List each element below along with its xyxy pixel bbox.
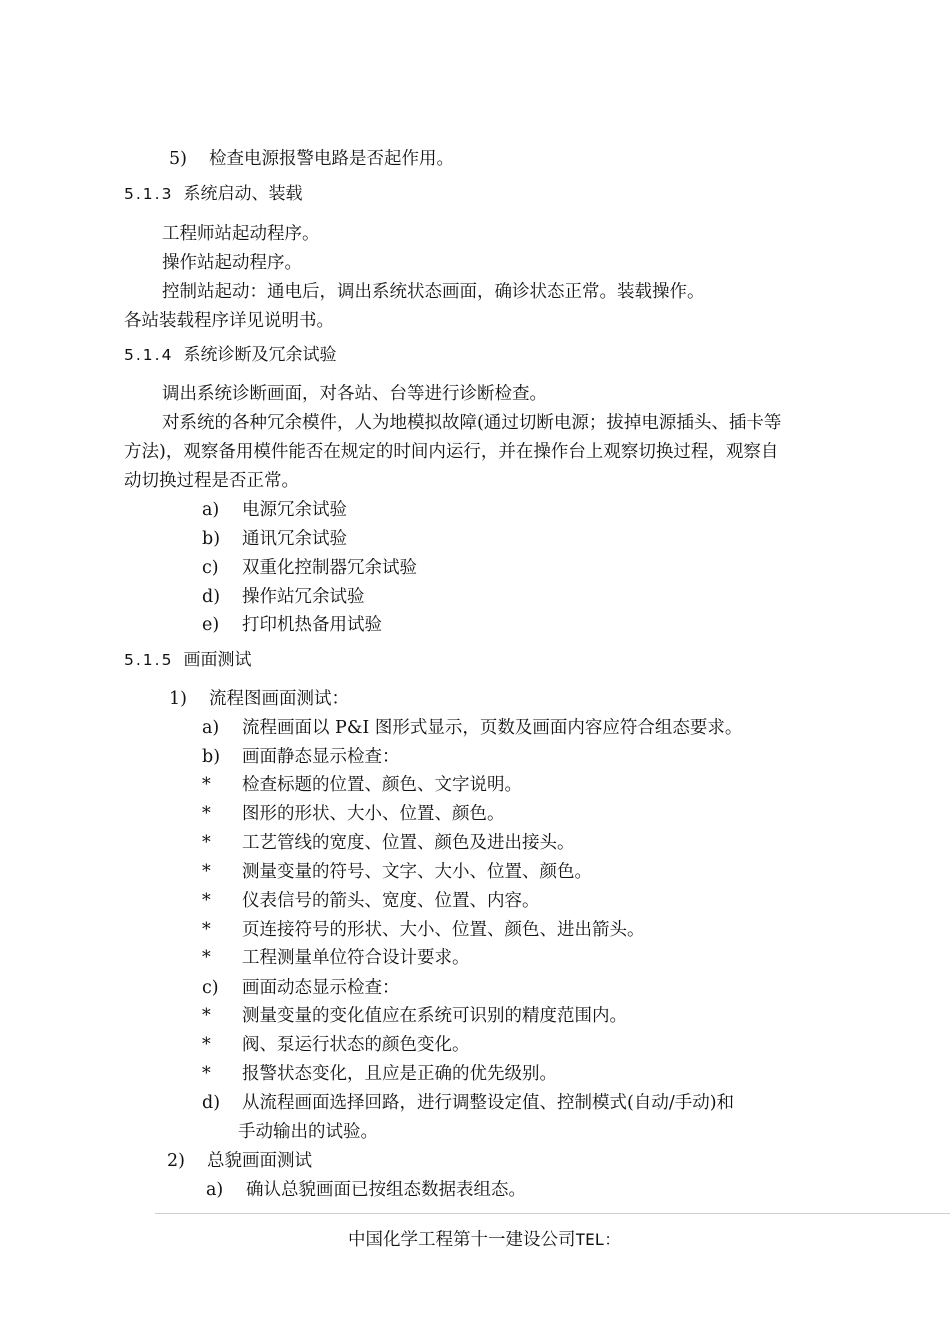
list-item	[169, 687, 349, 711]
section-title: 系统启动、装载	[183, 184, 303, 204]
item-text: 图形的形状、大小、位置、颜色。	[242, 804, 505, 824]
list-item	[167, 1149, 312, 1173]
item-text: 双重化控制器冗余试验	[242, 558, 417, 578]
list-item	[202, 585, 365, 609]
item-marker: *	[202, 833, 211, 853]
section-title: 画面测试	[183, 650, 252, 670]
item-text: 通讯冗余试验	[242, 529, 347, 549]
item-text: 打印机热备用试验	[242, 615, 382, 635]
list-item	[206, 1178, 526, 1202]
list-item	[202, 976, 400, 1000]
item-marker: b)	[202, 747, 221, 767]
footer-tel: TEL：	[575, 1230, 621, 1249]
bullet-item	[202, 1004, 627, 1028]
item-marker: *	[202, 804, 211, 824]
item-text: 测量变量的变化值应在系统可识别的精度范围内。	[242, 1006, 627, 1026]
section-number: 5.1.5	[124, 651, 174, 669]
item-marker: *	[202, 1035, 211, 1055]
bullet-item	[202, 1033, 470, 1057]
item-text: 确认总貌画面已按组态数据表组态。	[246, 1180, 526, 1200]
footer-rule	[155, 1213, 950, 1214]
section-heading-5-1-4	[124, 343, 336, 367]
item-marker: 1)	[169, 689, 187, 709]
item-text: 测量变量的符号、文字、大小、位置、颜色。	[242, 862, 592, 882]
section-number: 5.1.4	[124, 346, 174, 364]
item-text: 流程画面以 P&I 图形式显示，页数及画面内容应符合组态要求。	[242, 718, 743, 738]
item-marker: d)	[202, 1093, 221, 1113]
item-text: 检查电源报警电路是否起作用。	[209, 149, 454, 169]
bullet-item	[202, 831, 575, 855]
paragraph-line: 动切换过程是否正常。	[124, 471, 299, 491]
item-text: 画面动态显示检查：	[242, 978, 400, 998]
list-item	[169, 147, 454, 171]
item-text: 画面静态显示检查：	[242, 747, 400, 767]
list-item	[202, 745, 400, 769]
paragraph: 工程师站起动程序。	[162, 224, 320, 244]
item-text: 仪表信号的箭头、宽度、位置、内容。	[242, 891, 540, 911]
bullet-item	[202, 1062, 557, 1086]
section-title: 系统诊断及冗余试验	[183, 345, 337, 365]
list-item	[202, 498, 347, 522]
paragraph-line: 方法)，观察备用模件能否在规定的时间内运行，并在操作台上观察切换过程，观察自	[124, 442, 779, 462]
list-item	[202, 1091, 734, 1115]
bullet-item	[202, 946, 470, 970]
item-text: 电源冗余试验	[242, 500, 347, 520]
list-item-continuation: 手动输出的试验。	[238, 1122, 378, 1142]
item-marker: c)	[202, 558, 219, 578]
item-marker: *	[202, 891, 211, 911]
paragraph: 调出系统诊断画面，对各站、台等进行诊断检查。	[162, 384, 547, 404]
item-marker: *	[202, 775, 211, 795]
footer-company: 中国化学工程第十一建设公司	[348, 1230, 576, 1250]
section-number: 5.1.3	[124, 185, 174, 203]
item-text: 工程测量单位符合设计要求。	[242, 948, 470, 968]
section-heading-5-1-3	[124, 182, 302, 206]
item-marker: 2)	[167, 1151, 185, 1171]
page-footer	[348, 1226, 620, 1251]
item-text: 操作站冗余试验	[242, 587, 365, 607]
item-marker: c)	[202, 978, 219, 998]
item-marker: a)	[206, 1180, 224, 1200]
item-text: 页连接符号的形状、大小、位置、颜色、进出箭头。	[242, 920, 645, 940]
item-marker: a)	[202, 500, 220, 520]
section-heading-5-1-5	[124, 648, 251, 672]
item-text: 阀、泵运行状态的颜色变化。	[242, 1035, 470, 1055]
item-text: 流程图画面测试：	[209, 689, 349, 709]
paragraph: 各站装载程序详见说明书。	[124, 311, 334, 331]
paragraph: 控制站起动：通电后，调出系统状态画面，确诊状态正常。装载操作。	[162, 282, 705, 302]
item-text: 检查标题的位置、颜色、文字说明。	[242, 775, 522, 795]
paragraph: 操作站起动程序。	[162, 253, 302, 273]
bullet-item	[202, 802, 505, 826]
list-item	[202, 527, 347, 551]
item-text: 总貌画面测试	[207, 1151, 312, 1171]
item-text: 工艺管线的宽度、位置、颜色及进出接头。	[242, 833, 575, 853]
item-marker: 5)	[169, 149, 187, 169]
bullet-item	[202, 773, 522, 797]
item-marker: d)	[202, 587, 221, 607]
item-marker: a)	[202, 718, 220, 738]
item-marker: b)	[202, 529, 221, 549]
bullet-item	[202, 860, 592, 884]
item-marker: *	[202, 1006, 211, 1026]
item-text: 报警状态变化，且应是正确的优先级别。	[242, 1064, 557, 1084]
list-item	[202, 613, 382, 637]
list-item	[202, 716, 742, 740]
item-marker: *	[202, 920, 211, 940]
item-marker: *	[202, 948, 211, 968]
item-marker: e)	[202, 615, 220, 635]
item-marker: *	[202, 862, 211, 882]
bullet-item	[202, 918, 645, 942]
item-text: 从流程画面选择回路，进行调整设定值、控制模式(自动/手动)和	[242, 1093, 735, 1113]
bullet-item	[202, 889, 540, 913]
item-marker: *	[202, 1064, 211, 1084]
list-item	[202, 556, 417, 580]
paragraph-line: 对系统的各种冗余模件，人为地模拟故障(通过切断电源；拔掉电源插头、插卡等	[162, 413, 782, 433]
